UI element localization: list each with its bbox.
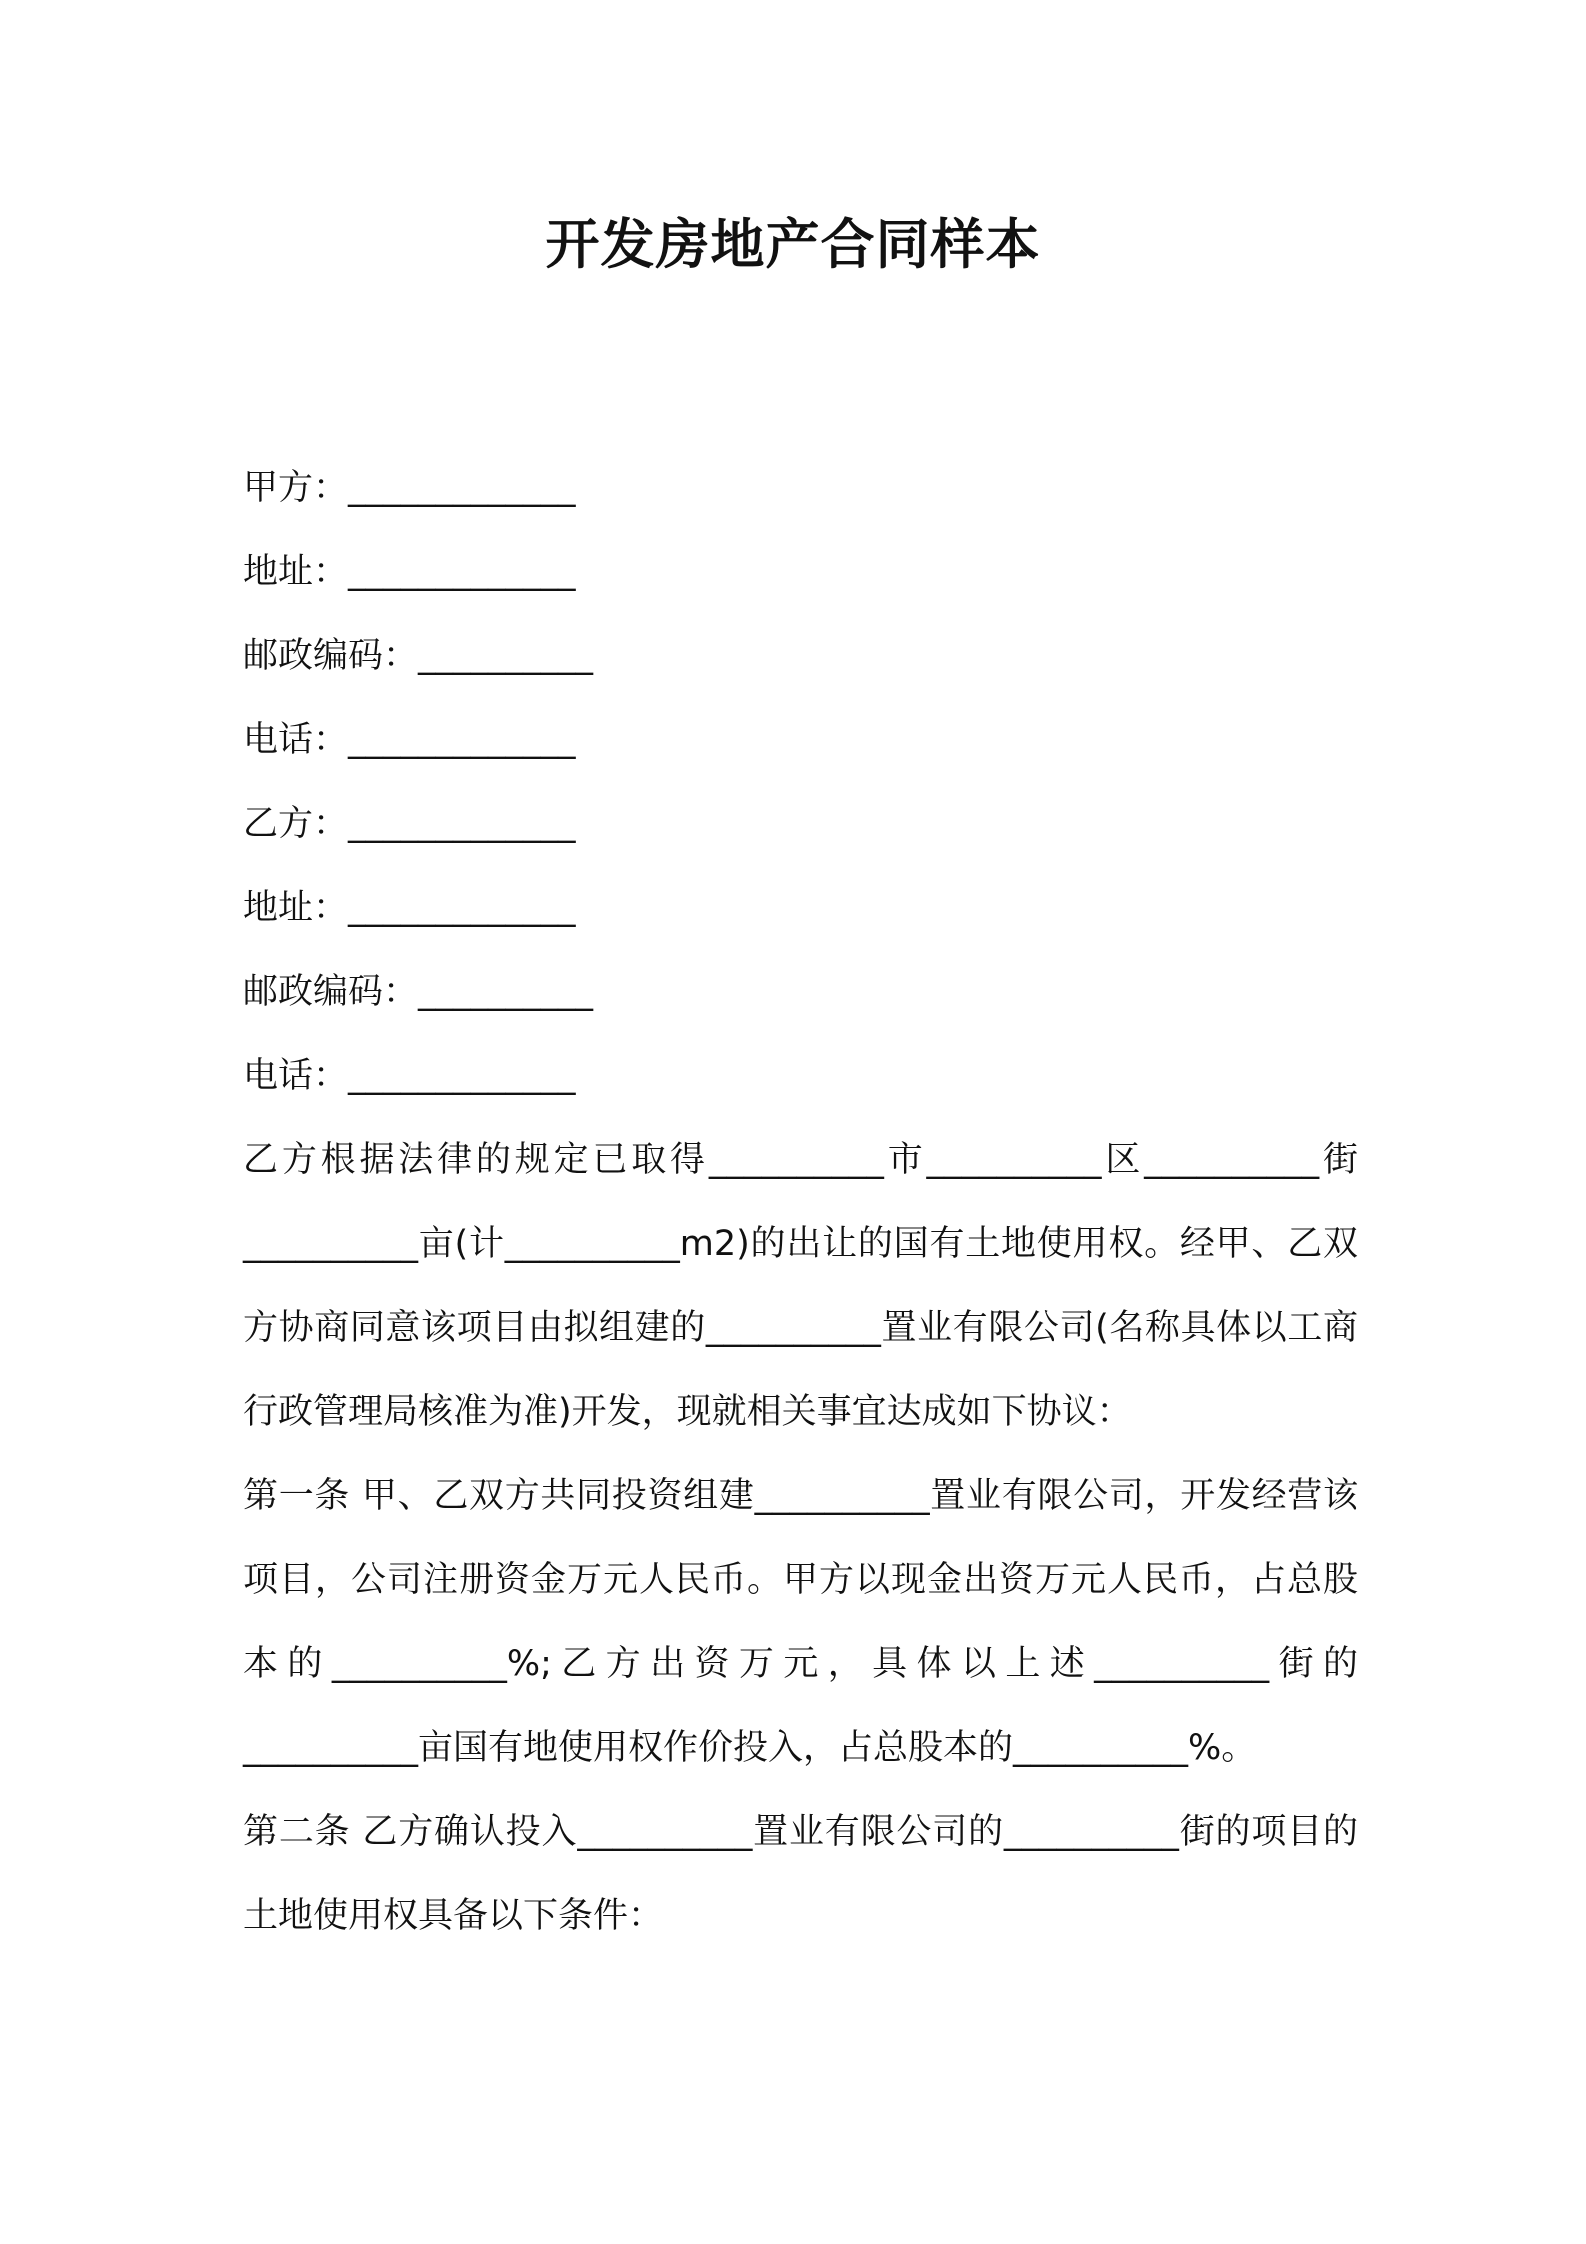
article-1-paragraph: 第一条 甲、乙双方共同投资组建__________置业有限公司，开发经营该项目，公司注册资金万元人民币。甲方以现金出资万元人民币，占总股本的__________%;乙方出资万元，具体以上述__________街的__________亩国有地使用权作价投入，占总股本的__________%。 xyxy=(243,1476,1358,1768)
party-b-name-field: 乙方：_____________ xyxy=(243,804,576,844)
party-a-phone-field: 电话：_____________ xyxy=(243,720,576,760)
document-body xyxy=(243,446,1358,1958)
article-2-paragraph: 第二条 乙方确认投入__________置业有限公司的__________街的项目的土地使用权具备以下条件： xyxy=(243,1812,1358,1936)
document-title: 开发房地产合同样本 xyxy=(545,213,1041,276)
party-a-address-field: 地址：_____________ xyxy=(243,552,576,592)
party-b-phone-field: 电话：_____________ xyxy=(243,1056,576,1096)
party-a-name-field: 甲方：_____________ xyxy=(243,468,576,508)
party-b-postcode-field: 邮政编码：__________ xyxy=(243,972,594,1012)
preamble-paragraph: 乙方根据法律的规定已取得__________市__________区__________街__________亩(计__________m2)的出让的国有土地使用权。经甲、乙双方协商同意该项目由拟组建的__________置业有限公司(名称具体以工商行政管理局核准为准)开发，现就相关事宜达成如下协议： xyxy=(243,1140,1358,1432)
party-b-address-field: 地址：_____________ xyxy=(243,888,576,928)
party-a-postcode-field: 邮政编码：__________ xyxy=(243,636,594,676)
